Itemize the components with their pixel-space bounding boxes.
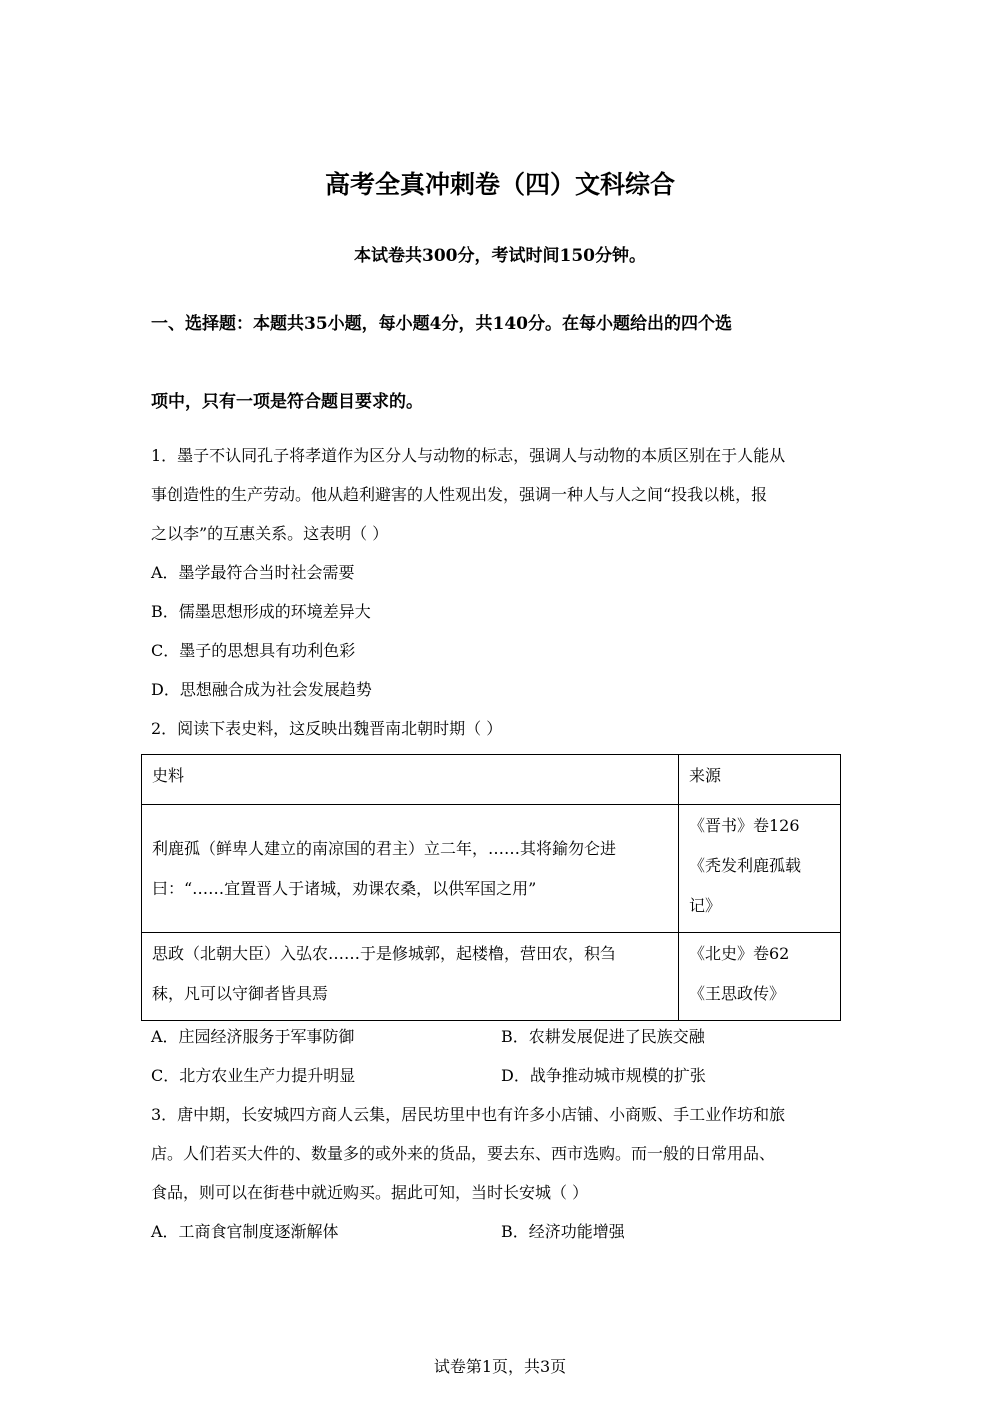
- table-cell-source: [679, 805, 841, 933]
- q2-option-a: A．庄园经济服务于军事防御: [151, 1027, 355, 1046]
- q3-option-b: B．经济功能增强: [501, 1222, 625, 1241]
- table-cell-line: 记》: [689, 896, 722, 915]
- section-heading-line-1: 一、选择题：本题共35小题，每小题4分，共140分。在每小题给出的四个选: [151, 314, 732, 334]
- q2-option-b: B．农耕发展促进了民族交融: [501, 1027, 705, 1046]
- table-header-source: 来源: [679, 755, 841, 805]
- q2-option-c: C．北方农业生产力提升明显: [151, 1066, 356, 1085]
- q1-stem-line-3: 之以李”的互惠关系。这表明（ ）: [151, 524, 389, 543]
- q1-option-c: C．墨子的思想具有功利色彩: [151, 641, 356, 660]
- q3-stem-line-3: 食品，则可以在街巷中就近购买。据此可知，当时长安城（ ）: [151, 1183, 589, 1202]
- table-cell-material: [142, 805, 679, 933]
- table-row: [142, 933, 841, 1021]
- section-heading-line-2: 项中，只有一项是符合题目要求的。: [151, 392, 423, 412]
- q1-stem-line-1: 1．墨子不认同孔子将孝道作为区分人与动物的标志，强调人与动物的本质区别在于人能从: [151, 446, 786, 465]
- table-row: [142, 805, 841, 933]
- q3-stem-line-1: 3．唐中期，长安城四方商人云集，居民坊里中也有许多小店铺、小商贩、手工业作坊和旅: [151, 1105, 786, 1124]
- q2-stem: 2．阅读下表史料，这反映出魏晋南北朝时期（ ）: [151, 719, 503, 738]
- table-cell-line: 《王思政传》: [689, 984, 786, 1003]
- table-cell-line: 思政（北朝大臣）入弘农……于是修城郭，起楼橹，营田农，积刍: [152, 944, 617, 963]
- q1-option-a: A．墨学最符合当时社会需要: [151, 563, 355, 582]
- table-cell-line: 《晋书》卷126: [689, 816, 800, 835]
- table-cell-line: 秣，凡可以守御者皆具焉: [152, 984, 329, 1003]
- historical-sources-table: [141, 754, 841, 1021]
- table-cell-source: [679, 933, 841, 1021]
- q1-option-d: D．思想融合成为社会发展趋势: [151, 680, 372, 699]
- table-cell-line: 《北史》卷62: [689, 944, 790, 963]
- table-cell-line: 曰：“……宜置晋人于诸城，劝课农桑，以供军国之用”: [152, 878, 537, 898]
- table-header-row: [142, 755, 841, 805]
- table-cell-line: 《秃发利鹿孤载: [689, 856, 802, 875]
- q1-option-b: B．儒墨思想形成的环境差异大: [151, 602, 371, 621]
- q1-stem-line-2: 事创造性的生产劳动。他从趋利避害的人性观出发，强调一种人与人之间“投我以桃，报: [151, 485, 768, 504]
- q3-option-a: A．工商食官制度逐渐解体: [151, 1222, 339, 1241]
- exam-subtitle: 本试卷共300分，考试时间150分钟。: [354, 246, 646, 266]
- exam-title: 高考全真冲刺卷（四）文科综合: [324, 170, 675, 199]
- page-footer: 试卷第1页，共3页: [433, 1357, 567, 1376]
- q2-option-d: D．战争推动城市规模的扩张: [501, 1066, 706, 1085]
- table-cell-line: 利鹿孤（鲜卑人建立的南凉国的君主）立二年，……其将鍮勿仑进: [152, 838, 617, 858]
- table-cell-material: [142, 933, 679, 1021]
- table-header-material: 史料: [142, 755, 679, 805]
- q3-stem-line-2: 店。人们若买大件的、数量多的或外来的货品，要去东、西市选购。而一般的日常用品、: [151, 1144, 776, 1163]
